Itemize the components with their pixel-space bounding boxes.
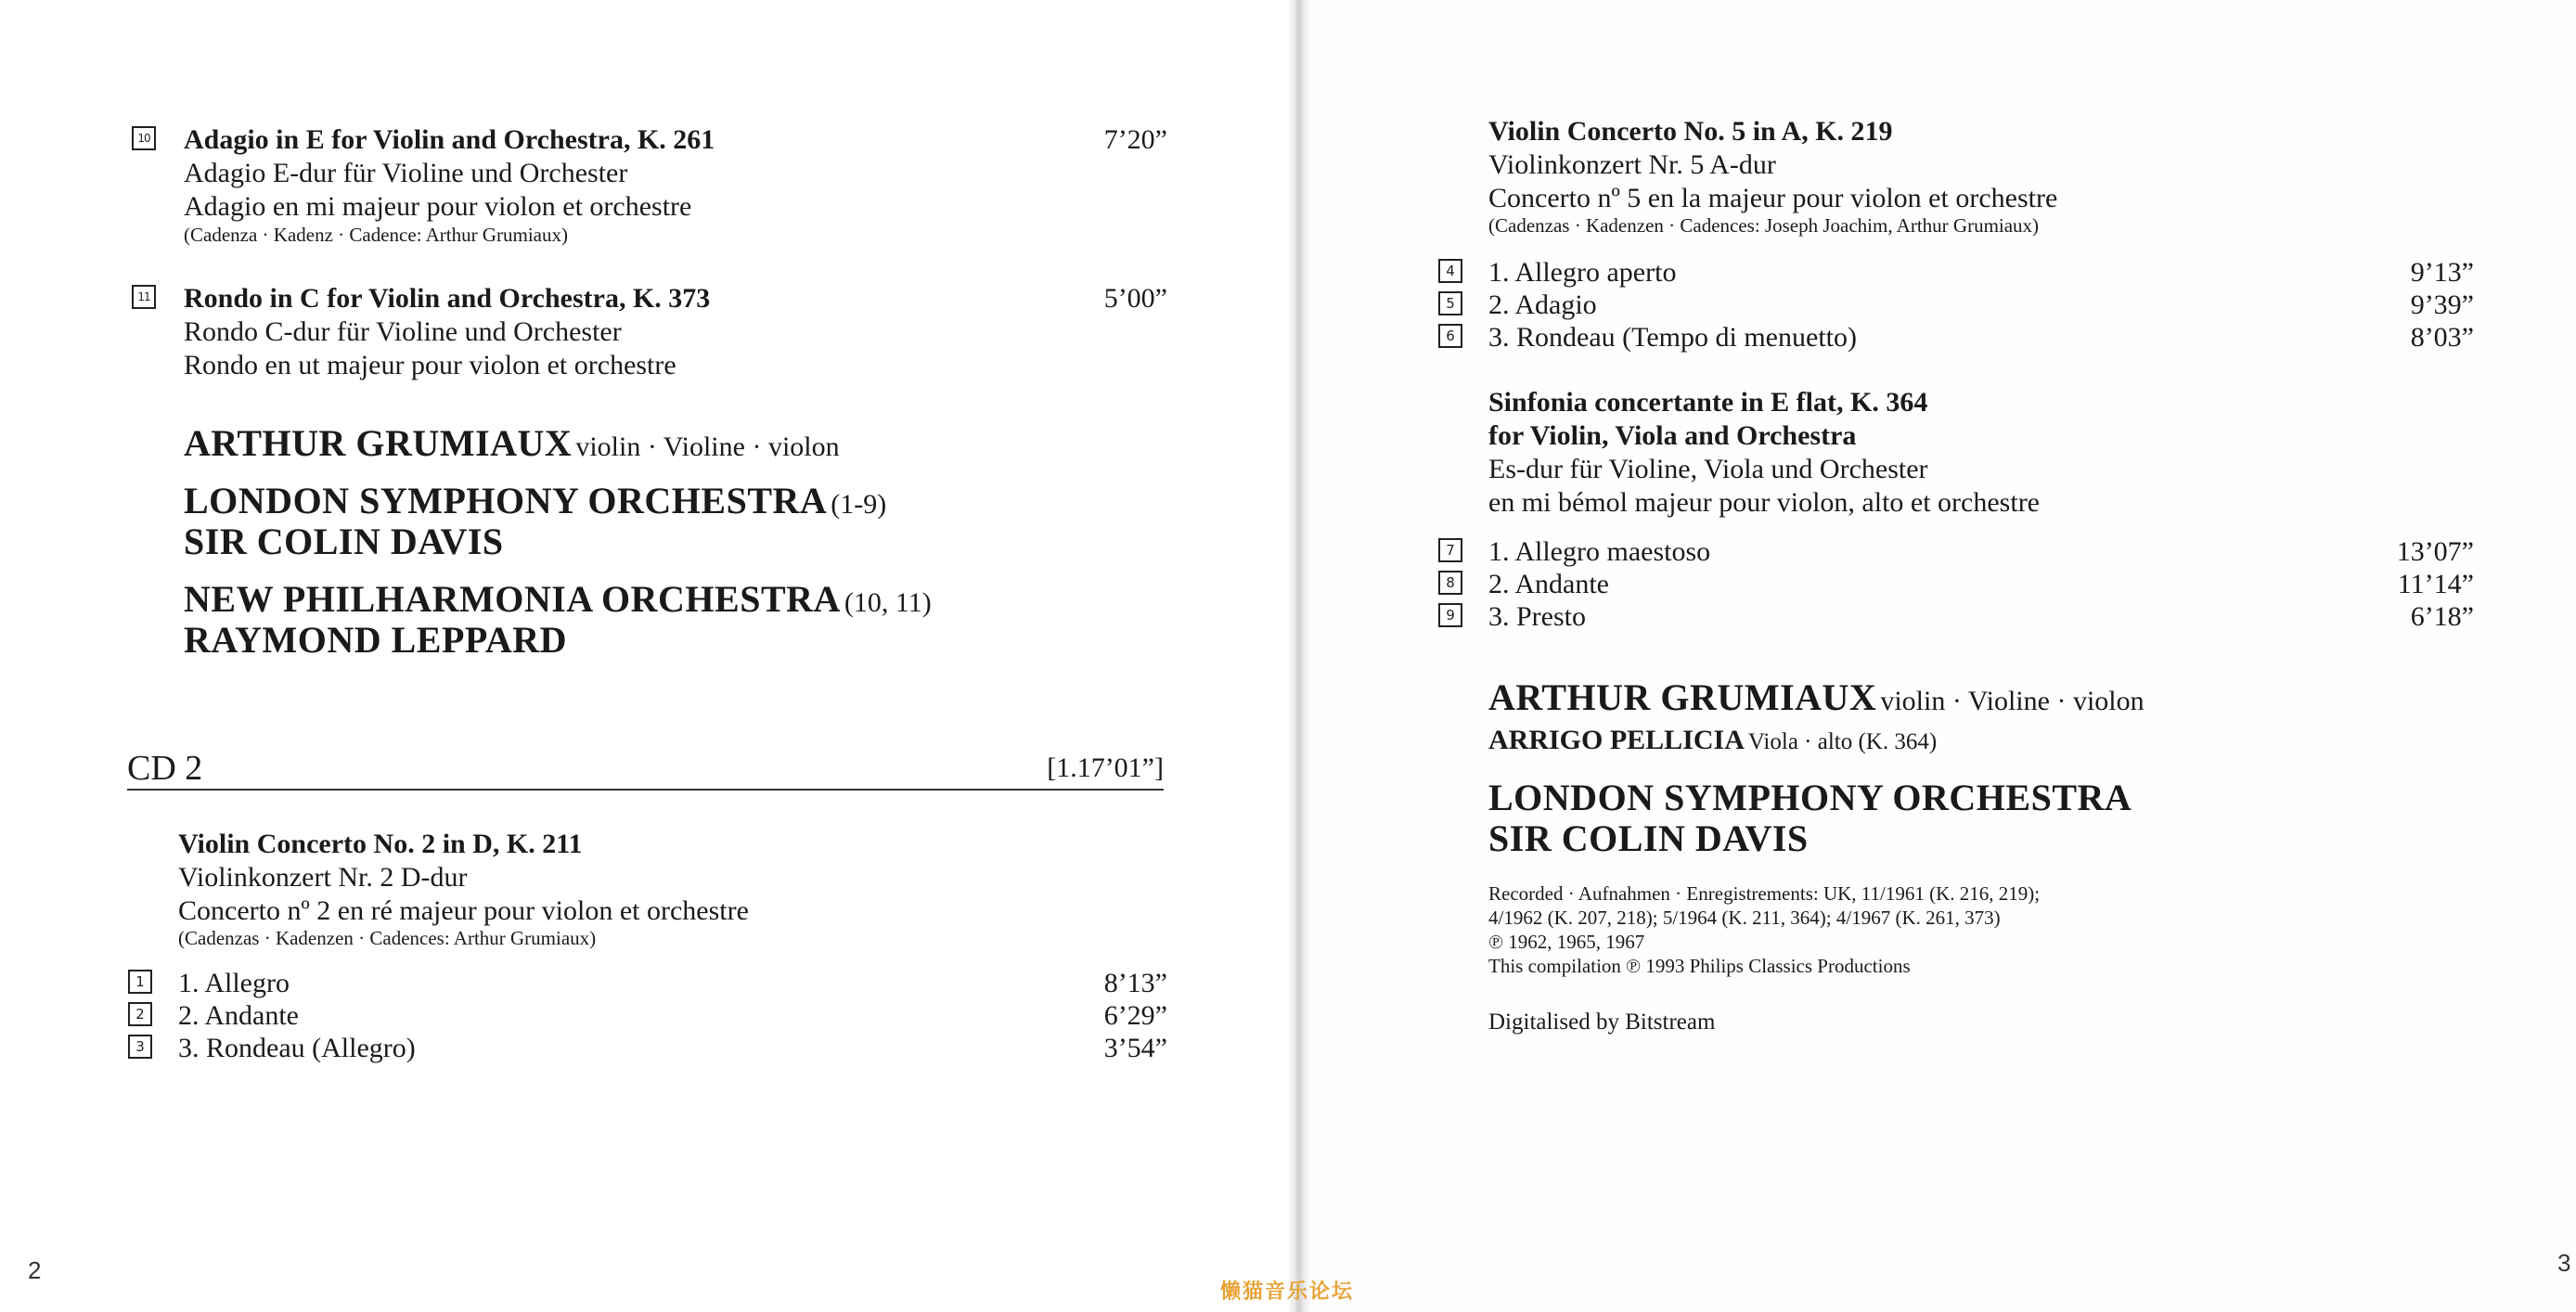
cadenza-note: (Cadenzas · Kadenzen · Cadences: Arthur Grumiaux): [178, 927, 597, 949]
violist-name: ARRIGO PELLICIA: [1488, 725, 1745, 755]
page-number: 2: [28, 1256, 42, 1284]
right-page: [1299, 0, 2576, 1312]
conductor-name: SIR COLIN DAVIS: [184, 521, 504, 562]
track-title: 3. Rondeau (Allegro): [178, 1033, 416, 1063]
soloist-name: ARTHUR GRUMIAUX: [184, 422, 573, 464]
track-number-box: 7: [1438, 538, 1462, 562]
recording-credit-line: 4/1962 (K. 207, 218); 5/1964 (K. 211, 364); 4/1967 (K. 261, 373): [1488, 907, 2001, 929]
work-title-french: Concerto nº 5 en la majeur pour violon et orchestre: [1488, 183, 2058, 213]
track-time: 8’03”: [2410, 322, 2474, 353]
work-title-german: Es-dur für Violine, Viola und Orchester: [1488, 454, 1928, 484]
track-title: 2. Andante: [1488, 569, 1609, 599]
soloist-name: ARTHUR GRUMIAUX: [1488, 676, 1877, 718]
track-number-box: 4: [1438, 259, 1462, 283]
work-title-german: Adagio E-dur für Violine und Orchester: [184, 158, 628, 188]
orchestra-name: LONDON SYMPHONY ORCHESTRA: [1488, 777, 2132, 818]
track-time: 6’29”: [1103, 1000, 1167, 1031]
work-title-french: Concerto nº 2 en ré majeur pour violon et orchestre: [178, 895, 749, 926]
track-number-box: 11: [132, 285, 156, 309]
track-time: 3’54”: [1103, 1033, 1167, 1063]
work-title-german: Violinkonzert Nr. 5 A-dur: [1488, 149, 1776, 180]
soloist-credit: [184, 423, 840, 464]
work-title: Sinfonia concertante in E flat, K. 364: [1488, 387, 1928, 418]
violist-credit: [1488, 724, 1937, 759]
soloist-role: violin · Violine · violon: [575, 431, 840, 462]
track-title: 3. Presto: [1488, 601, 1586, 632]
track-title: 3. Rondeau (Tempo di menuetto): [1488, 322, 1857, 353]
cd-total-time: [1.17’01”]: [1047, 752, 1164, 783]
work-title-german: Violinkonzert Nr. 2 D-dur: [178, 862, 468, 893]
track-number-box: 10: [132, 126, 156, 150]
track-time: 5’00”: [1103, 283, 1167, 314]
track-number-box: 6: [1438, 324, 1462, 348]
work-title: Adagio in E for Violin and Orchestra, K. 261: [184, 124, 715, 155]
orchestra-tracks: (1-9): [831, 489, 887, 520]
track-number-box: 9: [1438, 603, 1462, 627]
work-title-german: Rondo C-dur für Violine und Orchester: [184, 316, 622, 347]
track-title: 2. Adagio: [1488, 289, 1597, 320]
orchestra-name: NEW PHILHARMONIA ORCHESTRA: [184, 578, 841, 620]
track-number-box: 3: [128, 1035, 152, 1059]
track-time: 9’39”: [2410, 289, 2474, 320]
soloist-role: violin · Violine · violon: [1880, 686, 2145, 716]
work-title-french: en mi bémol majeur pour violon, alto et orchestre: [1488, 487, 2040, 518]
track-time: 8’13”: [1103, 968, 1167, 998]
work-subtitle: for Violin, Viola and Orchestra: [1488, 420, 1857, 451]
orchestra-credit: [184, 481, 886, 521]
page-number: 3: [2557, 1249, 2571, 1277]
conductor-name: SIR COLIN DAVIS: [1488, 817, 1809, 859]
orchestra-name: LONDON SYMPHONY ORCHESTRA: [184, 480, 828, 521]
orchestra-tracks: (10, 11): [844, 587, 932, 618]
track-number-box: 1: [128, 970, 152, 994]
track-time: 9’13”: [2410, 257, 2474, 288]
cd-label: CD 2: [127, 749, 203, 788]
work-title-french: Rondo en ut majeur pour violon et orchestre: [184, 350, 676, 380]
track-time: 7’20”: [1103, 124, 1167, 155]
copyright-line: ℗ 1962, 1965, 1967: [1488, 931, 1645, 953]
compilation-copyright: This compilation ℗ 1993 Philips Classics Productions: [1488, 955, 1911, 977]
track-number-box: 5: [1438, 291, 1462, 315]
conductor-name: RAYMOND LEPPARD: [184, 619, 568, 661]
track-time: 13’07”: [2396, 536, 2474, 567]
work-title: Rondo in C for Violin and Orchestra, K. 373: [184, 283, 711, 314]
cadenza-note: (Cadenza · Kadenz · Cadence: Arthur Grumiaux): [184, 224, 568, 246]
recording-credit-line: Recorded · Aufnahmen · Enregistrements: UK, 11/1961 (K. 216, 219);: [1488, 882, 2041, 905]
track-time: 11’14”: [2397, 569, 2474, 599]
track-time: 6’18”: [2410, 601, 2474, 632]
cadenza-note: (Cadenzas · Kadenzen · Cadences: Joseph Joachim, Arthur Grumiaux): [1488, 214, 2040, 237]
track-title: 1. Allegro: [178, 968, 290, 998]
violist-role: Viola · alto (K. 364): [1747, 729, 1938, 754]
track-title: 1. Allegro aperto: [1488, 257, 1677, 288]
track-title: 1. Allegro maestoso: [1488, 536, 1711, 567]
track-title: 2. Andante: [178, 1000, 299, 1031]
work-title-french: Adagio en mi majeur pour violon et orchestre: [184, 191, 692, 222]
cd-divider-rule: [127, 789, 1164, 791]
work-title: Violin Concerto No. 2 in D, K. 211: [178, 829, 583, 859]
work-title: Violin Concerto No. 5 in A, K. 219: [1488, 116, 1893, 147]
forum-watermark: 懒猫音乐论坛: [1219, 1280, 1354, 1304]
orchestra-credit: [184, 579, 932, 620]
track-number-box: 8: [1438, 571, 1462, 595]
booklet-spine: [1286, 0, 1312, 1312]
track-number-box: 2: [128, 1002, 152, 1026]
soloist-credit: [1488, 677, 2145, 718]
digitalised-note: Digitalised by Bitstream: [1488, 1010, 1716, 1035]
